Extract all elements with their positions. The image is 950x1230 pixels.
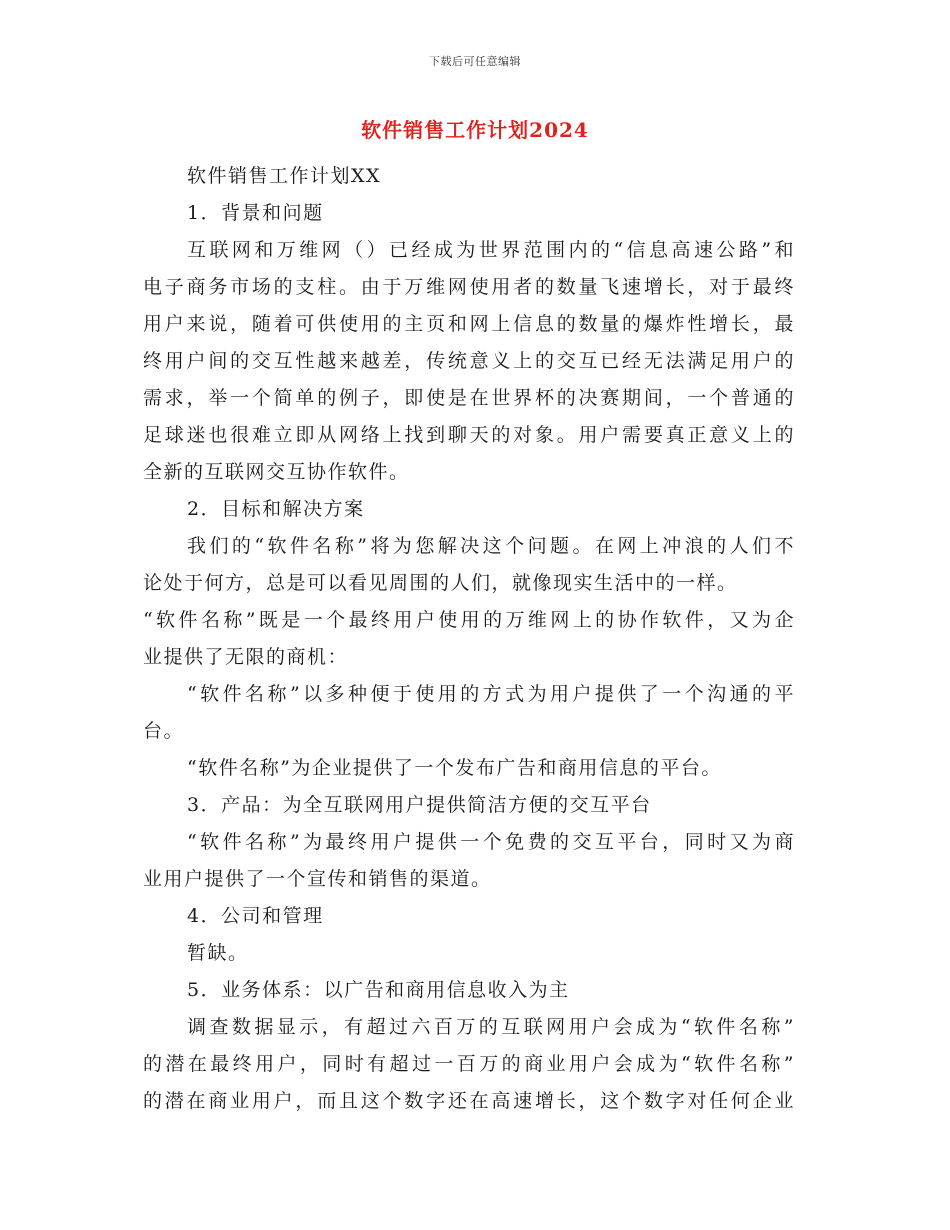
section-heading-1: 1．背景和问题 bbox=[187, 202, 324, 224]
document-title: 软件销售工作计划2024 bbox=[361, 118, 589, 142]
paragraph-line: 的潜在商业用户，而且这个数字还在高速增长，这个数字对任何企业 bbox=[143, 1090, 795, 1112]
paragraph-line: 台。 bbox=[143, 720, 185, 742]
paragraph-line: 我们的“软件名称”将为您解决这个问题。在网上冲浪的人们不 bbox=[187, 535, 795, 557]
paragraph-line: 足球迷也很难立即从网络上找到聊天的对象。用户需要真正意义上的 bbox=[143, 424, 795, 446]
paragraph-line: 调查数据显示，有超过六百万的互联网用户会成为“软件名称” bbox=[187, 1016, 795, 1038]
paragraph-line: 业提供了无限的商机： bbox=[143, 646, 349, 668]
paragraph-line: 全新的互联网交互协作软件。 bbox=[143, 461, 410, 483]
paragraph-line: 电子商务市场的支柱。由于万维网使用者的数量飞速增长，对于最终 bbox=[143, 276, 795, 298]
subtitle-line: 软件销售工作计划XX bbox=[187, 165, 382, 187]
paragraph-line: “软件名称”既是一个最终用户使用的万维网上的协作软件，又为企 bbox=[143, 609, 795, 631]
paragraph-line: 业用户提供了一个宣传和销售的渠道。 bbox=[143, 868, 492, 890]
paragraph-line: 用户来说，随着可供使用的主页和网上信息的数量的爆炸性增长，最 bbox=[143, 313, 795, 335]
section-heading-4: 4．公司和管理 bbox=[187, 905, 324, 927]
page-header: 下载后可任意编辑 bbox=[429, 55, 521, 68]
document-body bbox=[143, 158, 795, 1120]
paragraph-line: 暂缺。 bbox=[187, 942, 249, 964]
section-heading-2: 2．目标和解决方案 bbox=[187, 498, 365, 520]
paragraph-line: “软件名称”为企业提供了一个发布广告和商用信息的平台。 bbox=[187, 757, 722, 779]
section-heading-5: 5．业务体系：以广告和商用信息收入为主 bbox=[187, 979, 570, 1001]
paragraph-line: “软件名称”以多种便于使用的方式为用户提供了一个沟通的平 bbox=[187, 683, 795, 705]
paragraph-line: 终用户间的交互性越来越差，传统意义上的交互已经无法满足用户的 bbox=[143, 350, 795, 372]
paragraph-line: 的潜在最终用户，同时有超过一百万的商业用户会成为“软件名称” bbox=[143, 1053, 795, 1075]
paragraph-line: “软件名称”为最终用户提供一个免费的交互平台，同时又为商 bbox=[187, 831, 795, 853]
section-heading-3: 3．产品：为全互联网用户提供简洁方便的交互平台 bbox=[187, 794, 652, 816]
paragraph-line: 需求，举一个简单的例子，即使是在世界杯的决赛期间，一个普通的 bbox=[143, 387, 795, 409]
paragraph-line: 论处于何方，总是可以看见周围的人们，就像现实生活中的一样。 bbox=[143, 572, 738, 594]
paragraph-line: 互联网和万维网（）已经成为世界范围内的“信息高速公路”和 bbox=[187, 239, 795, 261]
